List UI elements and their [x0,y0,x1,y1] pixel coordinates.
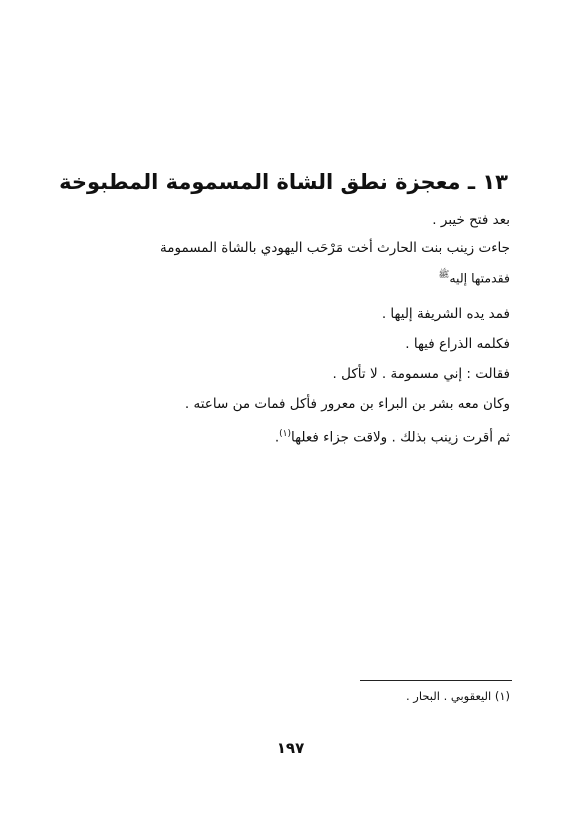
footnote-reference[interactable]: (١) [279,428,292,439]
paragraph-2-line-2: فقدمتها إليه [449,270,510,286]
page-number: ١٩٧ [276,739,305,757]
paragraph-2 [78,235,510,293]
paragraph-5: فقالت : إني مسمومة . لا تأكل . [332,365,510,382]
paragraph-2-line-1: جاءت زينب بنت الحارث أخت مَرْحَب اليهودي بالشاة المسمومة [160,240,510,256]
paragraph-1: بعد فتح خيبر . [432,212,510,228]
paragraph-7 [78,419,510,453]
paragraph-7-text: ثم أقرت زينب بذلك . ولاقت جزاء فعلها [291,429,510,445]
paragraph-4: فكلمه الذراع فيها . [405,335,510,352]
footnote-1: (١) اليعقوبي . البحار . [405,689,510,703]
paragraph-6: وكان معه بشر بن البراء بن معرور فأكل فمات من ساعته . [184,395,510,412]
chapter-title: ١٣ ـ معجزة نطق الشاة المسمومة المطبوخة [59,170,508,194]
paragraph-3: فمد يده الشريفة إليها . [381,305,510,322]
footnote-divider [360,680,512,681]
paragraph-7-end: . [274,429,280,445]
honorific-symbol: ﷺ [438,270,450,280]
chapter-body [78,205,510,452]
